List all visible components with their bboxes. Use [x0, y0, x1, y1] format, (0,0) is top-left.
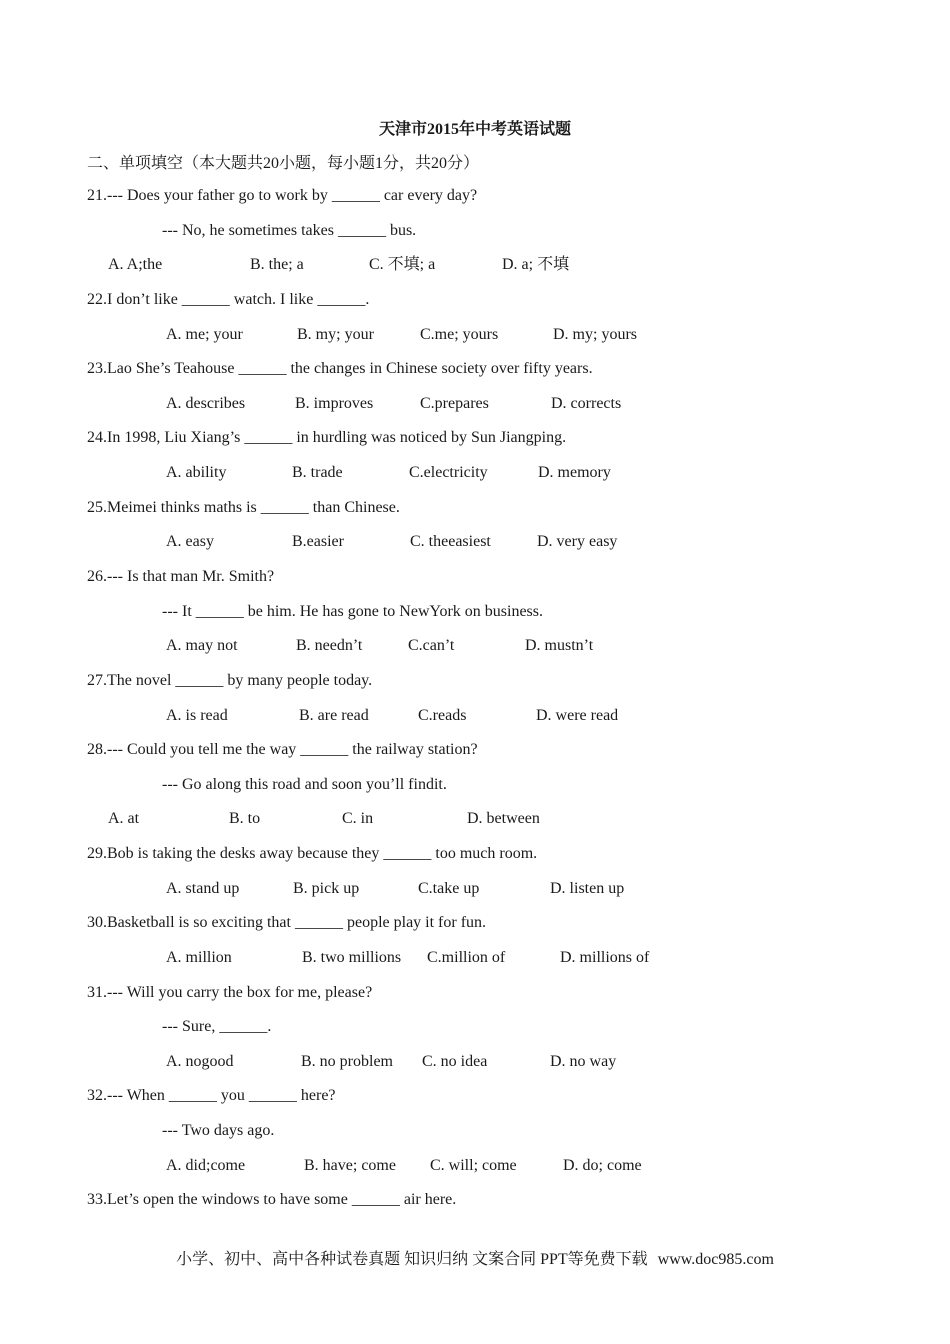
answer-option: B. needn’t	[296, 637, 363, 654]
answer-option: C. 不填; a	[369, 256, 436, 273]
answer-option: D. my; yours	[553, 326, 637, 343]
answer-option: B. the; a	[250, 256, 304, 273]
answer-option: A. stand up	[166, 880, 240, 897]
answer-option: A. nogood	[166, 1053, 234, 1070]
answer-option: D. were read	[536, 707, 619, 724]
question-stem: 24.In 1998, Liu Xiang’s ______ in hurdling was noticed by Sun Jiangping.	[87, 429, 567, 446]
answer-option: C.take up	[418, 880, 480, 897]
question-stem: 26.--- Is that man Mr. Smith?	[87, 568, 275, 585]
answer-option: C.reads	[418, 707, 467, 724]
question-reply: --- It ______ be him. He has gone to NewYork on business.	[162, 603, 543, 620]
answer-option: D. mustn’t	[525, 637, 594, 654]
answer-option: B. trade	[292, 464, 343, 481]
answer-option: B. are read	[299, 707, 369, 724]
answer-option: C.prepares	[420, 395, 489, 412]
answer-option: B. have; come	[304, 1157, 396, 1174]
answer-option: C.me; yours	[420, 326, 499, 343]
question-stem: 29.Bob is taking the desks away because they ______ too much room.	[87, 845, 538, 862]
question-stem: 21.--- Does your father go to work by ______ car every day?	[87, 187, 478, 204]
question-reply: --- Two days ago.	[162, 1122, 275, 1139]
question-reply: --- Sure, ______.	[162, 1018, 272, 1035]
answer-option: D. do; come	[563, 1157, 642, 1174]
question-stem: 22.I don’t like ______ watch. I like ______.	[87, 291, 370, 308]
answer-option: A. A;the	[108, 256, 163, 273]
answer-option: A. may not	[166, 637, 238, 654]
answer-option: A. million	[166, 949, 232, 966]
question-stem: 30.Basketball is so exciting that ______ people play it for fun.	[87, 914, 487, 931]
footer-url[interactable]: www.doc985.com	[657, 1251, 774, 1268]
answer-option: B. two millions	[302, 949, 402, 966]
answer-option: B.easier	[292, 533, 344, 550]
answer-option: C.can’t	[408, 637, 455, 654]
answer-option: A. describes	[166, 395, 246, 412]
answer-option: A. ability	[166, 464, 227, 481]
page-footer	[0, 1246, 950, 1269]
answer-option: A. easy	[166, 533, 214, 550]
answer-option: D. corrects	[551, 395, 622, 412]
answer-option: D. memory	[538, 464, 611, 481]
question-stem: 31.--- Will you carry the box for me, please?	[87, 984, 373, 1001]
answer-option: C. no idea	[422, 1053, 488, 1070]
answer-option: A. me; your	[166, 326, 243, 343]
answer-option: C. theeasiest	[410, 533, 491, 550]
answer-option: B. to	[229, 810, 261, 827]
answer-option: B. no problem	[301, 1053, 393, 1070]
question-stem: 23.Lao She’s Teahouse ______ the changes in Chinese society over fifty years.	[87, 360, 593, 377]
answer-option: B. pick up	[293, 880, 360, 897]
answer-option: B. my; your	[297, 326, 374, 343]
answer-option: D. a; 不填	[502, 256, 570, 273]
question-stem: 27.The novel ______ by many people today.	[87, 672, 373, 689]
question-stem: 33.Let’s open the windows to have some ______ air here.	[87, 1191, 457, 1208]
answer-option: D. no way	[550, 1053, 617, 1070]
answer-option: C.million of	[427, 949, 506, 966]
answer-option: D. very easy	[537, 533, 618, 550]
question-stem: 25.Meimei thinks maths is ______ than Chinese.	[87, 499, 400, 516]
answer-option: A. did;come	[166, 1157, 246, 1174]
section-heading: 二、单项填空（本大题共20小题，每小题1分，共20分）	[87, 155, 480, 172]
answer-option: B. improves	[295, 395, 374, 412]
question-reply: --- Go along this road and soon you’ll findit.	[162, 776, 447, 793]
answer-option: D. listen up	[550, 880, 625, 897]
question-stem: 28.--- Could you tell me the way ______ the railway station?	[87, 741, 478, 758]
answer-option: A. at	[108, 810, 140, 827]
answer-option: C. will; come	[430, 1157, 517, 1174]
answer-option: A. is read	[166, 707, 228, 724]
answer-option: D. between	[467, 810, 540, 827]
answer-option: C. in	[342, 810, 374, 827]
footer-text: 小学、初中、高中各种试卷真题 知识归纳 文案合同 PPT等免费下载	[176, 1251, 648, 1268]
answer-option: D. millions of	[560, 949, 650, 966]
question-stem: 32.--- When ______ you ______ here?	[87, 1087, 336, 1104]
question-reply: --- No, he sometimes takes ______ bus.	[162, 222, 417, 239]
answer-option: C.electricity	[409, 464, 488, 481]
page-title: 天津市2015年中考英语试题	[378, 121, 571, 138]
